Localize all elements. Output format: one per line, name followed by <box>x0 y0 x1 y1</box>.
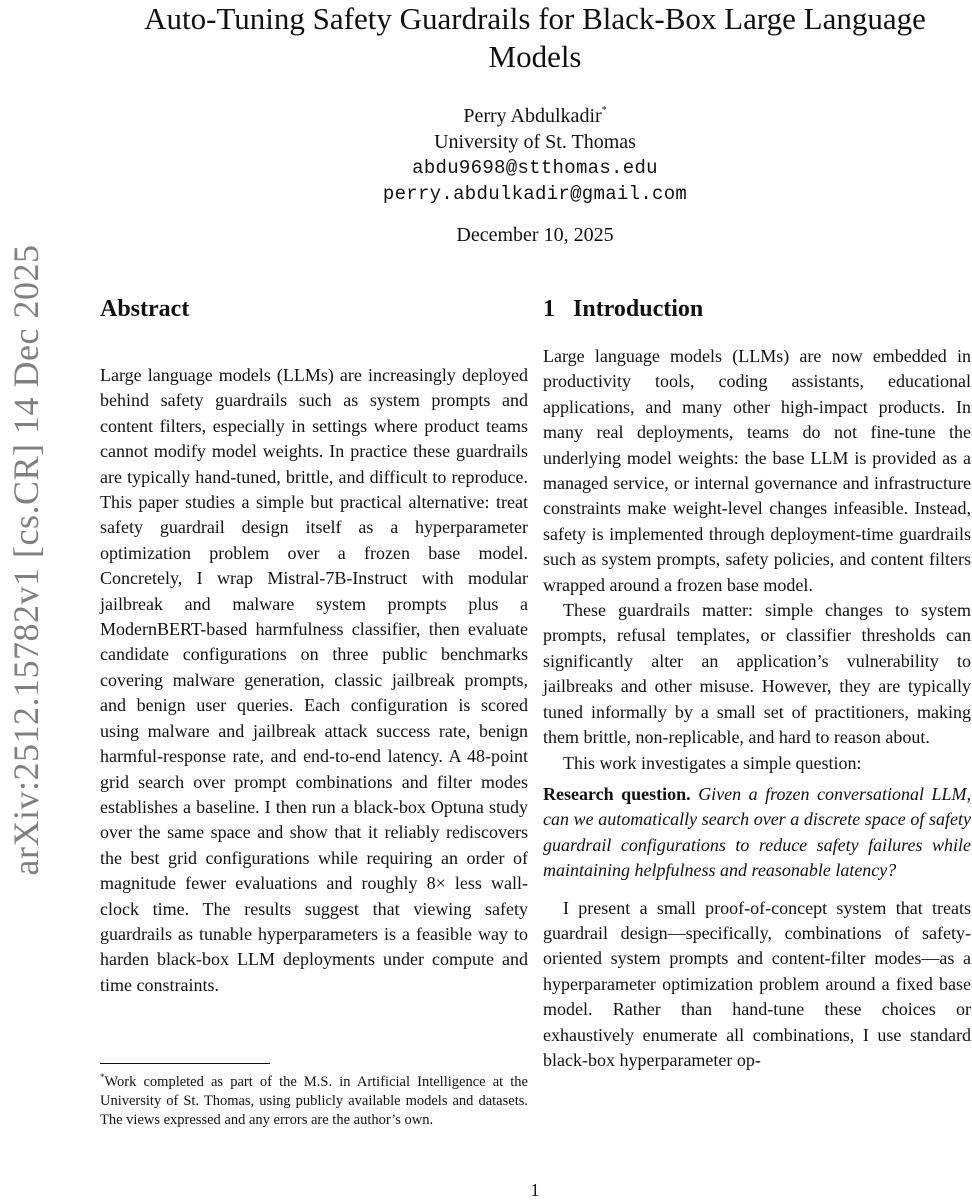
footnote-rule <box>100 1063 270 1064</box>
right-column <box>543 292 971 1073</box>
section-number: 1 <box>543 296 555 322</box>
author-footnote-marker: * <box>601 105 607 116</box>
section-title: Introduction <box>573 296 704 322</box>
footnote-text: Work completed as part of the M.S. in Artificial Intelligence at the University of St. Thomas, using publicly available models and datasets. The views expressed and any errors are the author’s own. <box>100 1074 528 1128</box>
author-name: Perry Abdulkadir <box>463 105 602 127</box>
intro-paragraph-3: This work investigates a simple question: <box>563 752 862 773</box>
paper-date: December 10, 2025 <box>456 224 614 246</box>
introduction-heading <box>543 292 971 326</box>
research-question-text: Given a frozen conversational LLM, can we automatically search over a discrete space of safety guardrail configurations to reduce safety failures while maintaining helpfulness and reasonable latency? <box>543 783 972 881</box>
author-affiliation: University of St. Thomas <box>434 131 636 153</box>
footnote <box>100 1068 528 1130</box>
arxiv-identifier: arXiv:2512.15782v1 [cs.CR] 14 Dec 2025 <box>6 244 46 876</box>
author-email-secondary: perry.abdulkadir@gmail.com <box>382 183 688 205</box>
footnote-marker: * <box>100 1072 105 1082</box>
intro-paragraph-1: Large language models (LLMs) are now embedded in productivity tools, coding assistants, educational applications, and many other high-impact products. In many real deployments, teams do not fine-tune the underlying model weights: the base LLM is provided as a managed service, or internal governance and infrastructure constraints make weight-level changes infeasible. Instead, safety is implemented through deployment-time guardrails such as system prompts, safety policies, and content filters wrapped around a frozen base model. <box>543 346 971 595</box>
research-question-label: Research question. <box>543 783 691 804</box>
abstract-heading: Abstract <box>100 296 190 322</box>
author-email-primary: abdu9698@stthomas.edu <box>412 157 658 179</box>
paper-title: Auto-Tuning Safety Guardrails for Black-Box Large Language Models <box>144 1 926 74</box>
author-block <box>100 98 970 207</box>
intro-paragraph-4: I present a small proof-of-concept system that treats guardrail design—specifically, combinations of safety-oriented system prompts and content-filter modes—as a hyperparameter optimization problem around a fixed base model. Rather than hand-tune these choices or exhaustively enumerate all combinations, I use standard black-box hyperparameter op- <box>543 897 971 1070</box>
research-question <box>543 782 971 884</box>
page-number: 1 <box>530 1180 540 1200</box>
arxiv-stamp <box>0 0 48 1200</box>
intro-paragraph-2: These guardrails matter: simple changes to system prompts, refusal templates, or classifier thresholds can significantly alter an application’s vulnerability to jailbreaks and other misuse. However, they are typically tuned informally by a small set of practitioners, making them brittle, non-replicable, and hard to reason about. <box>543 600 971 748</box>
abstract-text: Large language models (LLMs) are increasingly deployed behind safety guardrails such as system prompts and content filters, especially in settings where product teams cannot modify model weights. In practice these guardrails are typically hand-tuned, brittle, and difficult to reproduce. This paper studies a simple but practical alternative: treat safety guardrail design itself as a hyperparameter optimization problem over a frozen base model. Concretely, I wrap Mistral-7B-Instruct with modular jailbreak and malware system prompts plus a ModernBERT-based harmfulness classifier, then evaluate candidate configurations on three public benchmarks covering malware generation, classic jailbreak prompts, and benign user queries. Each configuration is scored using malware and jailbreak attack success rate, benign harmful-response rate, and end-to-end latency. A 48-point grid search over prompt combinations and filter modes establishes a baseline. I then run a black-box Optuna study over the same space and show that it reliably rediscovers the best grid configurations while requiring an order of magnitude fewer evaluations and roughly 8× less wall-clock time. The results suggest that viewing safety guardrails as tunable hyperparameters is a feasible way to harden black-box LLM deployments under compute and time constraints. <box>100 365 528 995</box>
left-column <box>100 292 528 998</box>
